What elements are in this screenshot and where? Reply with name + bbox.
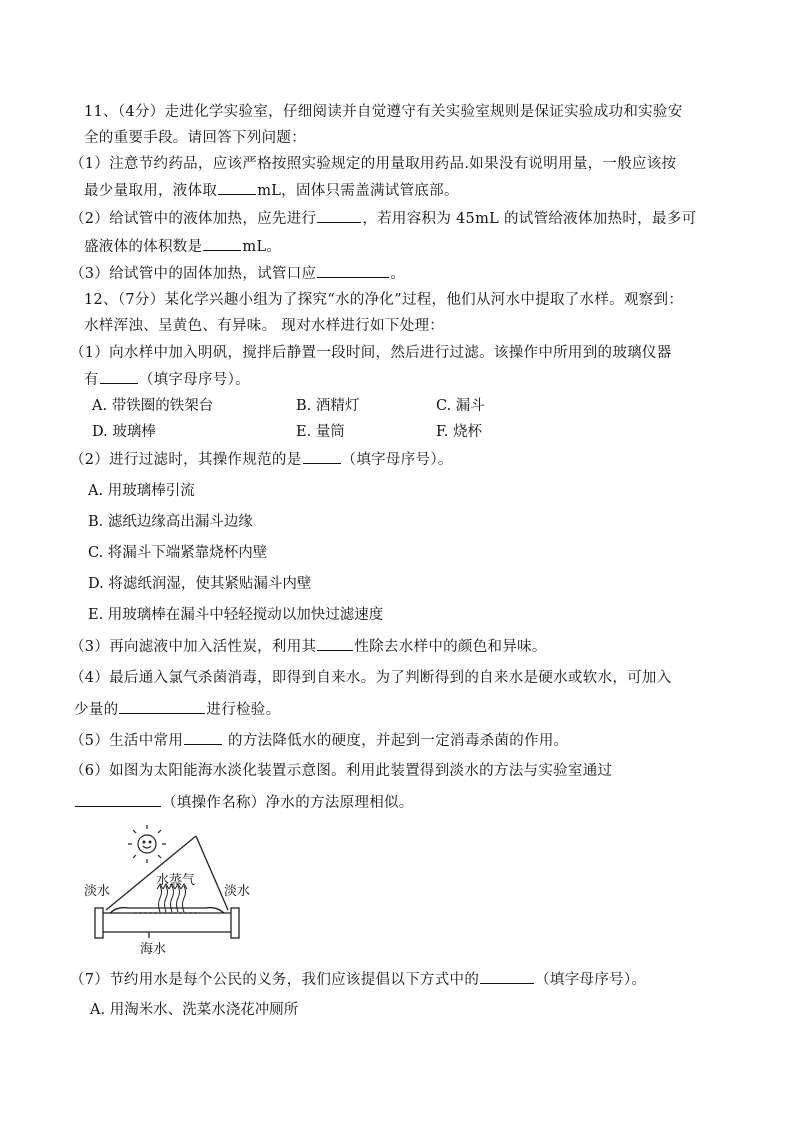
q11-part2-line2 (84, 236, 281, 257)
q11-part1-text-b: mL，固体只需盖满试管底部。 (257, 183, 459, 199)
q12-part1-option-e: E. 量筒 (296, 424, 345, 440)
q12-stem-line1: 12、（7分）某化学兴趣小组为了探究“水的净化”过程，他们从河水中提取了水样。观察到： (84, 292, 684, 308)
q11-part2-text-c: 盛液体的体积数是 (84, 239, 203, 255)
q12-part2-text-b: （填字母序号）。 (341, 452, 453, 468)
q12-part4-line2 (74, 699, 280, 720)
q12-part1-option-f: F. 烧杯 (436, 424, 483, 440)
q11-part2-text-d: mL。 (242, 239, 282, 255)
q12-part2-option-c: C. 将漏斗下端紧靠烧杯内壁 (88, 545, 268, 561)
label-fresh-water-left: 淡水 (84, 884, 111, 899)
q11-part3-text-b: 。 (390, 266, 406, 282)
q12-part4-text-a: 少量的 (74, 702, 119, 718)
q12-part2-option-e: E. 用玻璃棒在漏斗中轻轻搅动以加快过滤速度 (88, 607, 384, 623)
answer-blank[interactable] (317, 263, 389, 278)
q12-part2-option-b: B. 滤纸边缘高出漏斗边缘 (88, 514, 253, 530)
answer-blank[interactable] (480, 969, 534, 984)
label-sea-water: 海水 (140, 942, 167, 957)
q11-part3-text-a: （3）给试管中的固体加热，试管口应 (70, 266, 317, 282)
q11-part1-line1: （1）注意节约药品，应该严格按照实验规定的用量取用药品.如果没有说明用量，一般应该按 (70, 156, 677, 172)
q12-part3-text-b: 性除去水样中的颜色和异味。 (354, 639, 547, 655)
q11-stem-line1: 11、（4分）走进化学实验室，仔细阅读并自觉遵守有关实验室规则是保证实验成功和实验安 (84, 104, 683, 120)
q12-part2-text-a: （2）进行过滤时，其操作规范的是 (70, 452, 302, 468)
q12-part6-line2 (74, 792, 414, 813)
sun-icon (128, 825, 166, 863)
answer-blank[interactable] (184, 730, 222, 745)
q11-part2-text-a: （2）给试管中的液体加热，应先进行 (70, 211, 317, 227)
q12-part1-line2 (84, 369, 250, 390)
label-water-vapor: 水蒸气 (156, 873, 196, 888)
q12-part2-option-d: D. 将滤纸润湿，使其紧贴漏斗内壁 (88, 576, 312, 592)
q12-part1-line1: （1）向水样中加入明矾，搅拌后静置一段时间，然后进行过滤。该操作中所用到的玻璃仪器 (70, 345, 672, 361)
solar-desalination-diagram (78, 820, 268, 960)
q11-part1-line2 (84, 180, 459, 201)
q11-stem-line2: 全的重要手段。请回答下列问题： (84, 130, 306, 146)
answer-blank[interactable] (317, 208, 361, 223)
q11-part2-line1 (70, 208, 696, 229)
q12-part5-text-a: （5）生活中常用 (70, 733, 184, 749)
q11-part1-text-a: 最少量取用，液体取 (84, 183, 218, 199)
q12-part2 (70, 449, 453, 470)
q12-part3-text-a: （3）再向滤液中加入活性炭，利用其 (70, 639, 317, 655)
q12-part7-option-a: A. 用淘米水、洗菜水浇花冲厕所 (90, 1002, 299, 1018)
answer-blank[interactable] (317, 636, 353, 651)
answer-blank[interactable] (100, 369, 138, 384)
q12-part6-text-b: （填操作名称）净水的方法原理相似。 (162, 795, 414, 811)
q12-part1-option-c: C. 漏斗 (436, 398, 485, 414)
answer-blank[interactable] (203, 236, 241, 251)
q12-part1-option-b: B. 酒精灯 (296, 398, 360, 414)
basin (95, 908, 239, 938)
q12-part7-text-b: （填字母序号）。 (535, 972, 647, 988)
q12-part2-option-a: A. 用玻璃棒引流 (88, 483, 195, 499)
q12-part1-option-d: D. 玻璃棒 (92, 424, 156, 440)
answer-blank[interactable] (303, 449, 341, 464)
q12-part7 (70, 969, 646, 990)
answer-blank[interactable] (218, 180, 256, 195)
q12-part1-text-b: （填字母序号）。 (138, 372, 250, 388)
q12-part7-text-a: （7）节约用水是每个公民的义务，我们应该提倡以下方式中的 (70, 972, 480, 988)
q12-part1-text-a: 有 (84, 372, 99, 388)
q12-part3 (70, 636, 547, 657)
q12-part5-text-b: 的方法降低水的硬度，并起到一定消毒杀菌的作用。 (223, 733, 569, 749)
q12-part4-line1: （4）最后通入氯气杀菌消毒，即得到自来水。为了判断得到的自来水是硬水或软水，可加入 (70, 670, 672, 686)
q12-stem-line2: 水样浑浊、呈黄色、有异味。 现对水样进行如下处理： (84, 318, 445, 334)
q12-part1-option-a: A. 带铁圈的铁架台 (92, 398, 214, 414)
q12-part6-line1: （6）如图为太阳能海水淡化装置示意图。利用此装置得到淡水的方法与实验室通过 (70, 763, 613, 779)
q11-part2-text-b: ，若用容积为 45mL 的试管给液体加热时，最多可 (362, 211, 697, 227)
label-fresh-water-right: 淡水 (224, 884, 251, 899)
q11-part3 (70, 263, 405, 284)
answer-blank[interactable] (119, 699, 205, 714)
q12-part4-text-b: 进行检验。 (206, 702, 281, 718)
answer-blank[interactable] (75, 792, 161, 807)
q12-part5 (70, 730, 568, 751)
